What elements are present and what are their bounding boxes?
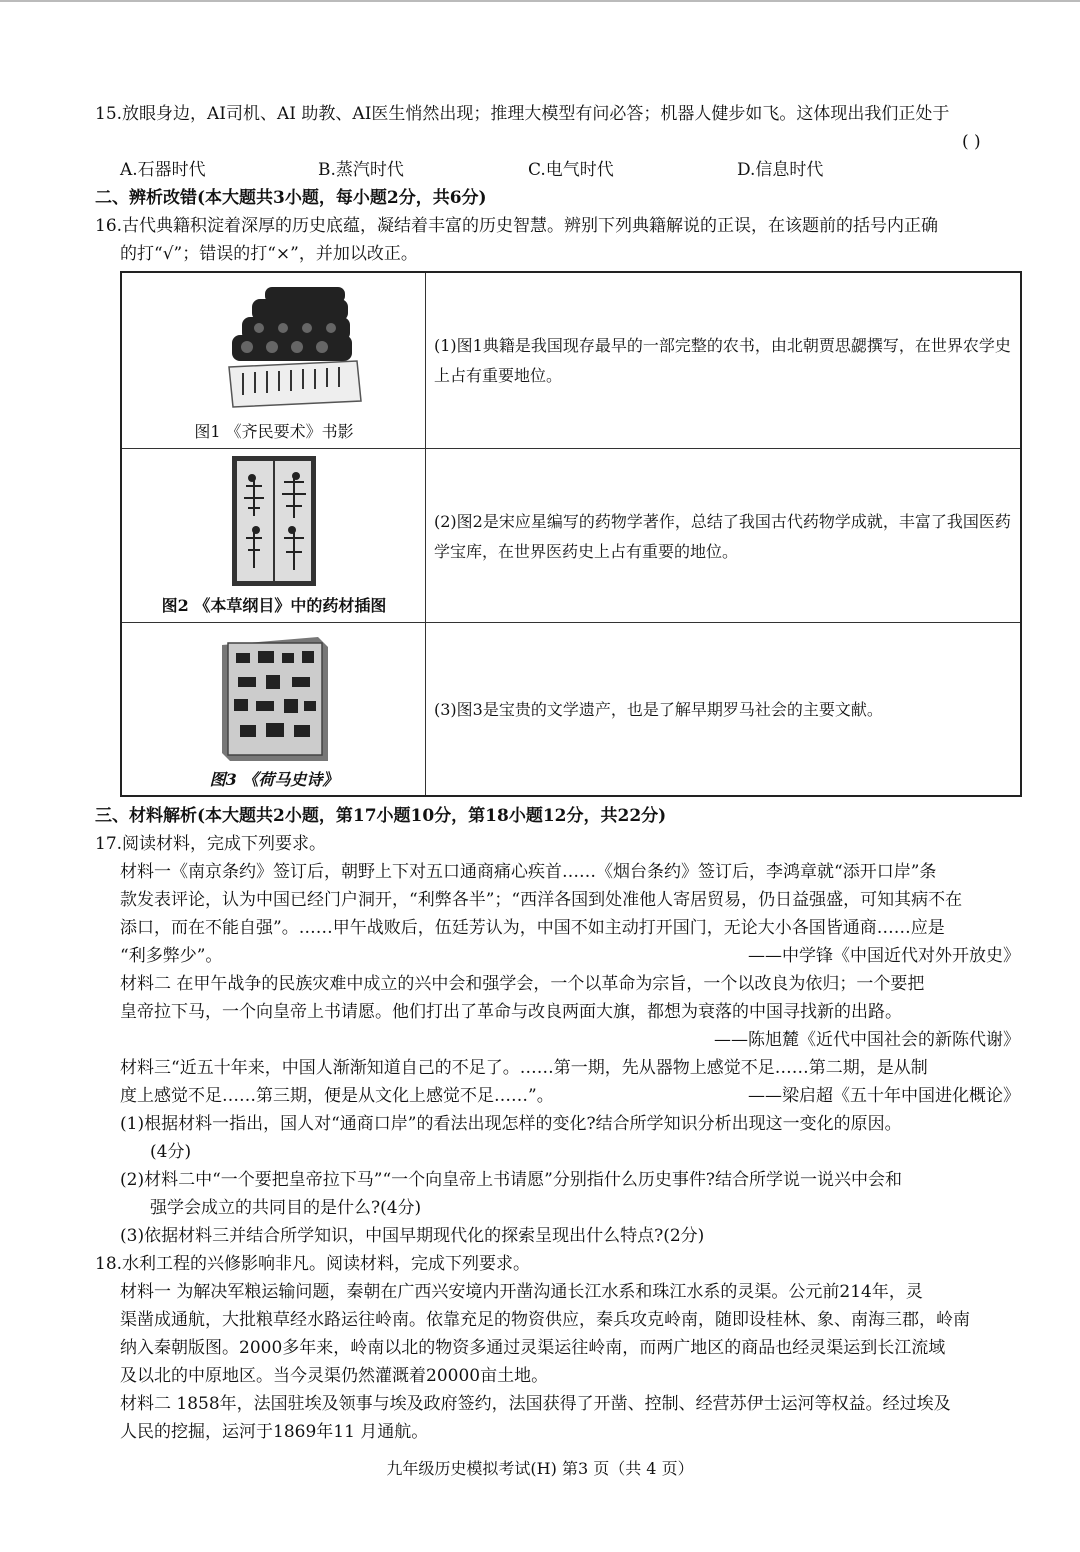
q15-stem: 15.放眼身边，AI司机、AI 助教、AI医生悄然出现；推理大模型有问必答；机器人健步如飞。这体现出我们正处于	[95, 104, 950, 124]
homer-epic-book-image	[222, 637, 328, 761]
q16-row-3-figure-cell	[122, 623, 426, 795]
q15-option-b: B.蒸汽时代	[318, 160, 404, 180]
q16-row-2-figure-cell	[122, 449, 426, 622]
q17-question3: (3)依据材料三并结合所学知识，中国早期现代化的探索呈现出什么特点?(2分)	[120, 1226, 705, 1246]
section2-heading: 二、辨析改错(本大题共3小题，每小题2分，共6分)	[95, 188, 487, 208]
q17-material1-line3: 添口，而在不能自强”。……甲午战败后，伍廷芳认为，中国不如主动打开国门，无论大小各国皆通商……应是	[120, 918, 945, 938]
book-scrolls-image	[217, 283, 367, 413]
q15-answer-paren: ( )	[962, 132, 981, 152]
q16-item2-text: (2)图2是宋应星编写的药物学著作，总结了我国古代药物学成就，丰富了我国医药学宝库，在世界医药史上占有重要的地位。	[434, 512, 1011, 561]
q15-option-c: C.电气时代	[528, 160, 614, 180]
q18-material1-line2: 渠凿成通航，大批粮草经水路运往岭南。依靠充足的物资供应，秦兵攻克岭南，随即设桂林、象、南海三郡，岭南	[120, 1310, 970, 1330]
q17-material2-line2: 皇帝拉下马，一个向皇帝上书请愿。他们打出了革命与改良两面大旗，都想为衰落的中国寻找新的出路。	[120, 1002, 902, 1022]
q18-intro: 18.水利工程的兴修影响非凡。阅读材料，完成下列要求。	[95, 1254, 531, 1274]
q16-row-1	[122, 273, 1020, 449]
q18-material1-line3: 纳入秦朝版图。2000多年来，岭南以北的物资多通过灵渠运往岭南，而两广地区的商品也经灵渠运到长江流域	[120, 1338, 946, 1358]
q18-material1-line1: 材料一 为解决军粮运输问题，秦朝在广西兴安境内开凿沟通长江水系和珠江水系的灵渠。公元前214年，灵	[120, 1282, 923, 1302]
q16-item1-text: (1)图1典籍是我国现存最早的一部完整的农书，由北朝贾思勰撰写，在世界农学史上占有重要地位。	[434, 336, 1011, 385]
q17-material2-source: ——陈旭麓《近代中国社会的新陈代谢》	[714, 1030, 1020, 1050]
q16-stem-line1: 16.古代典籍积淀着深厚的历史底蕴，凝结着丰富的历史智慧。辨别下列典籍解说的正误，在该题前的括号内正确	[95, 216, 939, 236]
q16-row-1-figure-cell	[122, 273, 426, 448]
q17-material1-line4: “利多弊少”。	[120, 946, 223, 966]
q17-material1-source: ——中学锋《中国近代对外开放史》	[748, 946, 1020, 966]
q18-material2-line2: 人民的挖掘，运河于1869年11 月通航。	[120, 1422, 429, 1442]
q17-material3-source: ——梁启超《五十年中国进化概论》	[748, 1086, 1020, 1106]
q16-row-2	[122, 449, 1020, 623]
q16-table	[120, 271, 1022, 797]
q17-material1-line2: 款发表评论，认为中国已经门户洞开，“利弊各半”；“西洋各国到处准他人寄居贸易，仍日益强盛，可知其病不在	[120, 890, 963, 910]
q16-item3-text: (3)图3是宝贵的文学遗产，也是了解早期罗马社会的主要文献。	[434, 700, 883, 719]
q16-figure3-caption: 图3 《荷马史诗》	[209, 770, 339, 789]
q18-material1-line4: 及以北的中原地区。当今灵渠仍然灌溉着20000亩土地。	[120, 1366, 549, 1386]
q17-material2-line1: 材料二 在甲午战争的民族灾难中成立的兴中会和强学会，一个以革命为宗旨，一个以改良为依归；一个要把	[120, 974, 925, 994]
herb-illustration-image	[232, 456, 316, 586]
q15-option-a: A.石器时代	[120, 160, 206, 180]
q16-row-3	[122, 623, 1020, 795]
q17-material3-line1: 材料三“近五十年来，中国人渐渐知道自己的不足了。……第一期，先从器物上感觉不足……第二期，是从制	[120, 1058, 928, 1078]
q17-question2-line2: 强学会成立的共同目的是什么?(4分)	[150, 1198, 422, 1218]
q15-option-d: D.信息时代	[737, 160, 824, 180]
q17-material3-line2: 度上感觉不足……第三期，便是从文化上感觉不足……”。	[120, 1086, 554, 1106]
top-border	[0, 0, 1080, 2]
q16-figure1-caption: 图1 《齐民要术》书影	[194, 422, 354, 441]
section3-heading: 三、材料解析(本大题共2小题，第17小题10分，第18小题12分，共22分)	[95, 806, 667, 826]
q16-stem-line2: 的打“√”；错误的打“×”，并加以改正。	[120, 244, 418, 264]
q17-material1-line1: 材料一《南京条约》签订后，朝野上下对五口通商痛心疾首……《烟台条约》签订后，李鸿章就“添开口岸”条	[120, 862, 937, 882]
q18-material2-line1: 材料二 1858年，法国驻埃及领事与埃及政府签约，法国获得了开凿、控制、经营苏伊士运河等权益。经过埃及	[120, 1394, 951, 1414]
q17-intro: 17.阅读材料，完成下列要求。	[95, 834, 327, 854]
q17-question1-score: (4分)	[150, 1142, 192, 1162]
q16-figure2-caption: 图2 《本草纲目》中的药材插图	[161, 596, 387, 615]
q17-question1: (1)根据材料一指出，国人对“通商口岸”的看法出现怎样的变化?结合所学知识分析出现这一变化的原因。	[120, 1114, 902, 1134]
q17-question2-line1: (2)材料二中“一个要把皇帝拉下马”“一个向皇帝上书请愿”分别指什么历史事件?结合所学说一说兴中会和	[120, 1170, 902, 1190]
page-footer: 九年级历史模拟考试(H) 第3 页（共 4 页）	[386, 1459, 694, 1478]
